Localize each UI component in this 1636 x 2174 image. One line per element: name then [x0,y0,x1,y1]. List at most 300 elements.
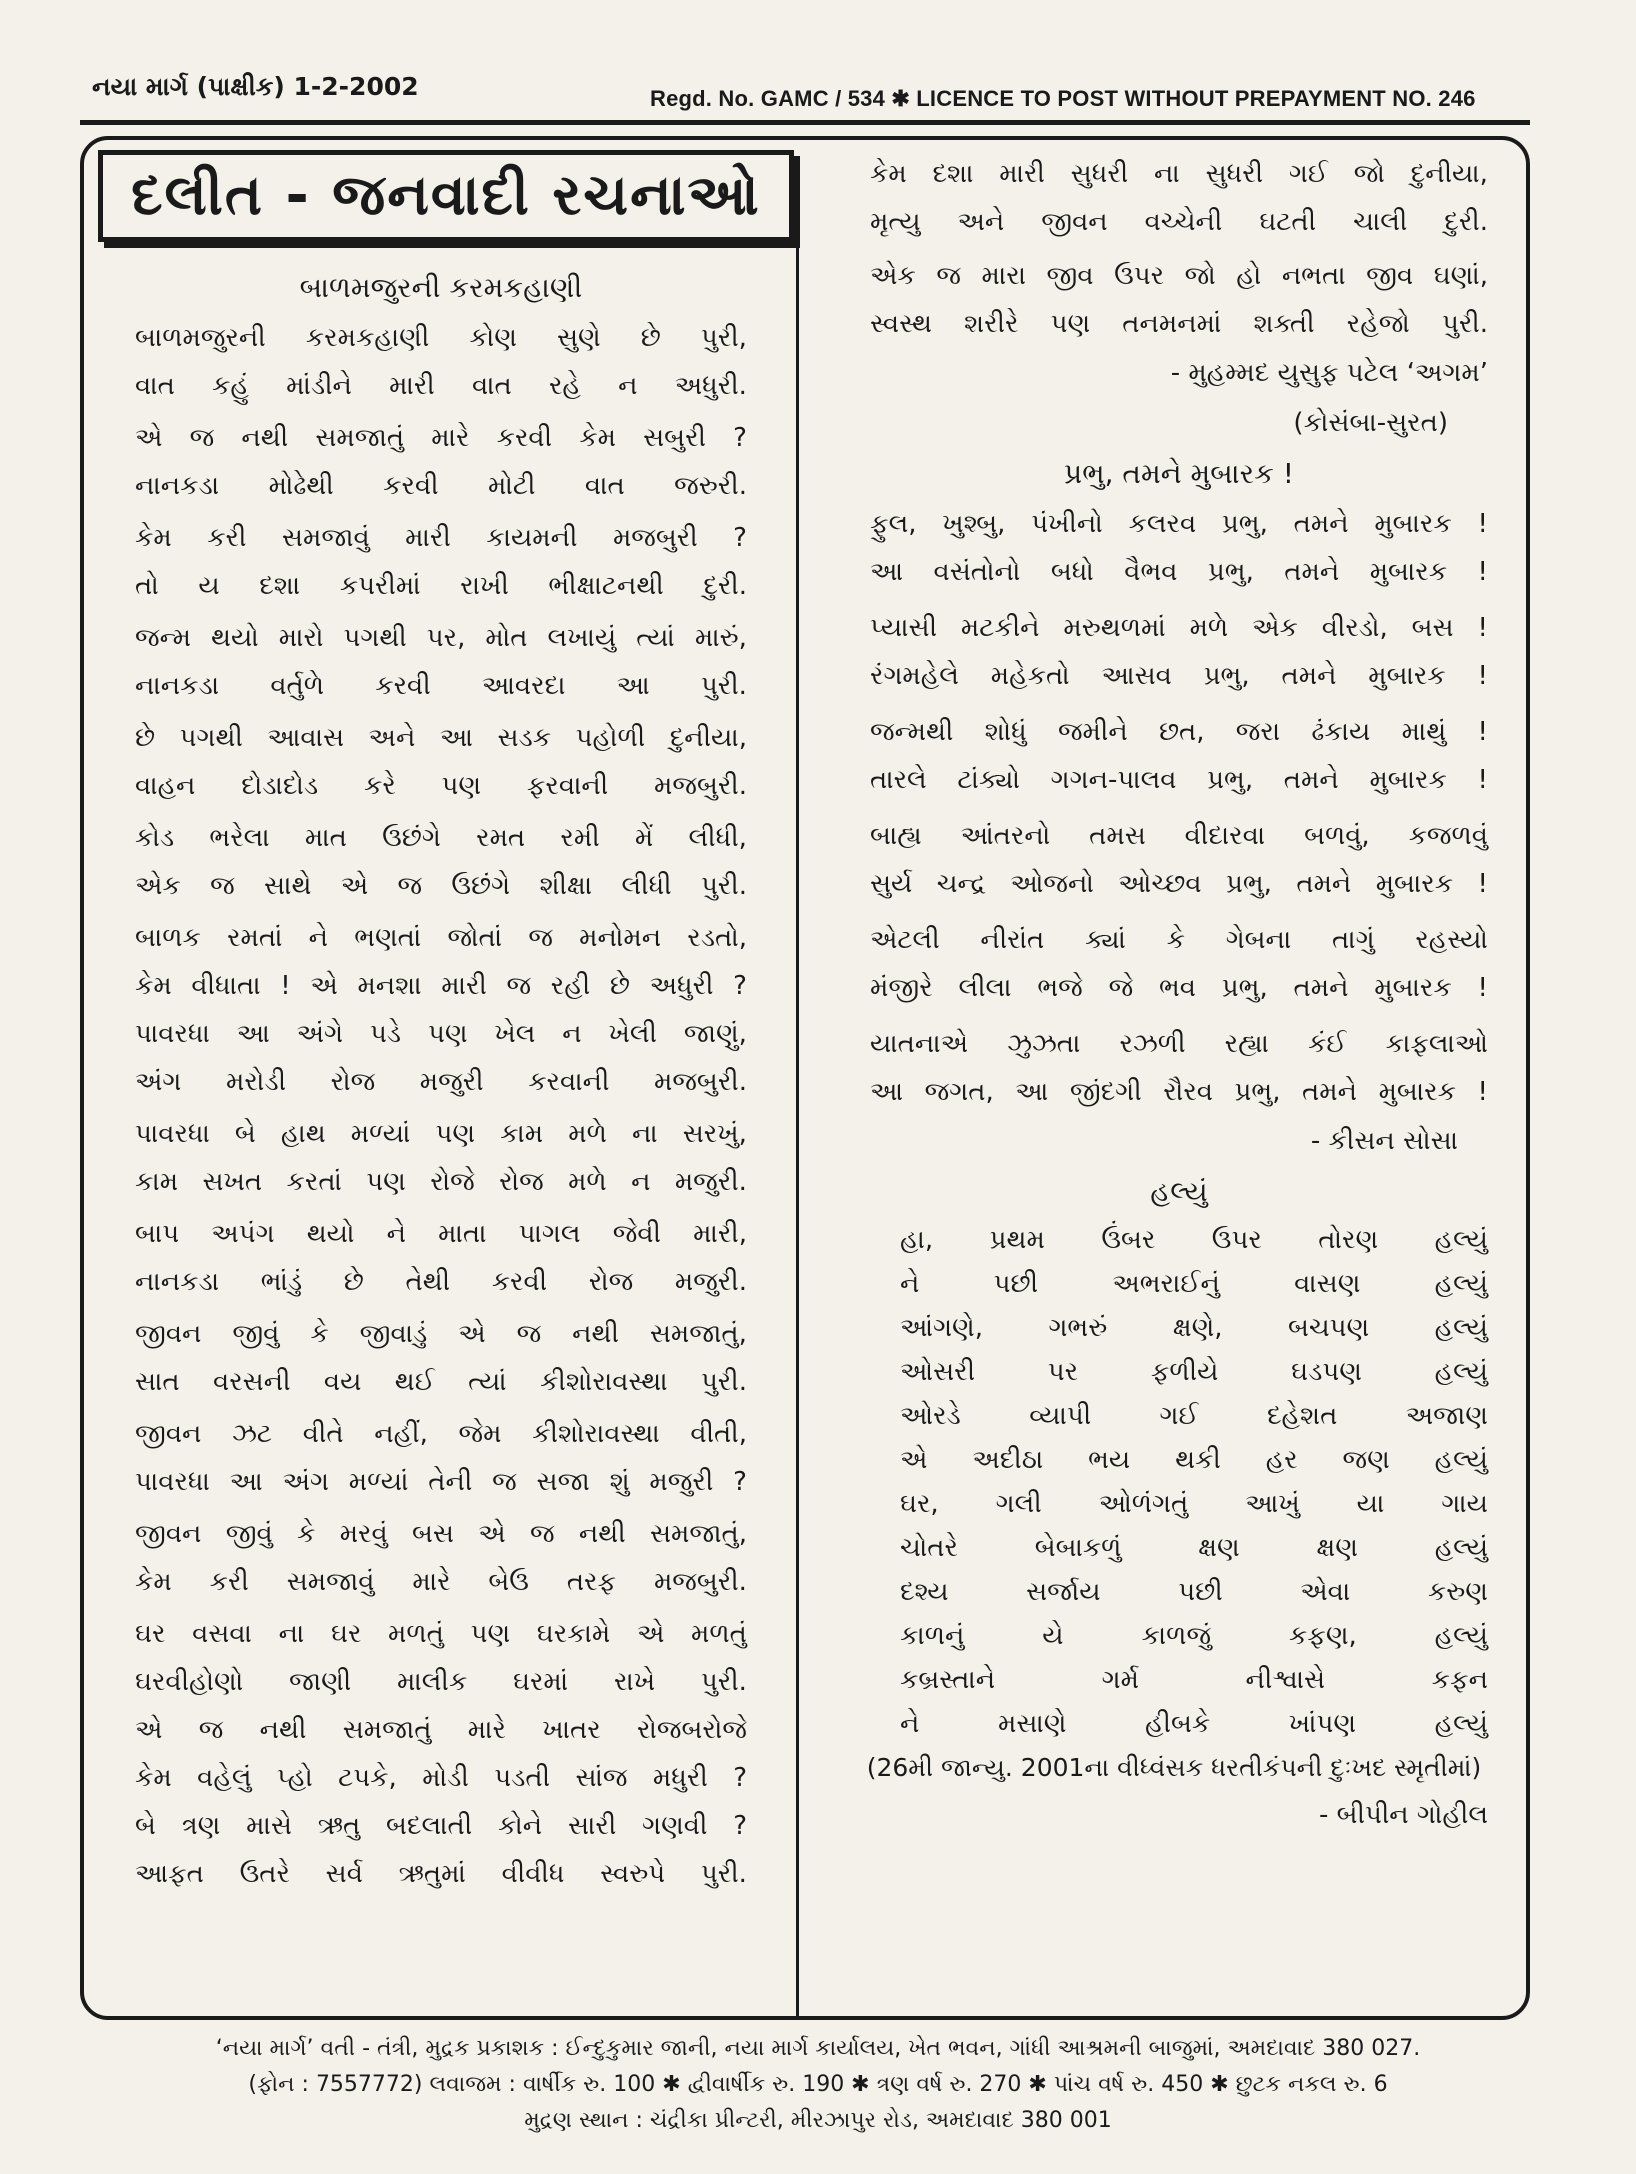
poem-word: ફરવાની [526,771,609,801]
poem-word: બે [234,1119,256,1149]
poem-word: પર [1047,1357,1079,1387]
poem-word: સમજાવું [281,523,370,553]
section-title: દલીત - જનવાદી રચનાઓ [98,150,794,242]
poem-word: રમત [476,823,526,853]
poem-word: આવાસ [267,723,345,753]
poem-word: પ્રભુ, [1221,973,1268,1003]
poem-word: સુર્ય [870,869,913,899]
stanza-gap [870,908,1488,916]
poem-word: ઘર [135,1619,166,1649]
poem-word: શક્તી [1253,309,1315,339]
poem-line [870,300,1488,348]
poem-body [870,500,1488,1116]
poem-word: પડે [369,1019,402,1049]
poem-word: આસવ [1101,661,1172,691]
poem-word: જો [1184,261,1216,291]
poem-word: નથી [578,1519,626,1549]
poem-word: પણ [441,771,482,801]
poem-word: કરવી [496,423,553,453]
poem-word: દુનીયા, [669,723,747,753]
poem-word: રમતાં [227,923,283,953]
poem-line [135,1558,747,1606]
poem-word: તનમનમાં [1122,309,1222,339]
poem-line [135,1658,747,1706]
poem-word: આ [870,557,904,587]
poem-word: ન [631,1167,651,1197]
poem-word: સાત [135,1367,180,1397]
poem-word: એક [1252,613,1298,643]
poem-word: શીક્ષા [539,871,593,901]
poem-word: વસંતોનો [933,557,1021,587]
poem-body [135,314,747,1898]
poem-word: હલ્યું [1434,1445,1488,1475]
poem-word: ! [1477,509,1488,539]
poem-word: કામ [500,1119,544,1149]
poem-line [900,1218,1488,1262]
footer-publisher: ‘નયા માર્ગ’ વતી - તંત્રી, મુદ્રક પ્રકાશક : ઈન્દુકુમાર જાની, નયા માર્ગ કાર્યાલય, ખેત ભવન, ગાંધી આશ્રમની બાજુમાં, અમદાવાદ 380 027. [215,2036,1421,2061]
poem-word: બે [135,1811,156,1841]
footer-subscription: (ફોન : 7557772) લવાજમ : વાર્ષીક રુ. 100 ✱ દ્વીવાર્ષીક રુ. 190 ✱ ત્રણ વર્ષ રુ. 270 ✱ પાંચ વર્ષ રુ. 450 ✱ છુટક નકલ રુ. 6 [248,2072,1388,2097]
poem-word: મજુરી [419,1067,484,1097]
poem-word: ગગન-પાલવ [1050,765,1177,795]
poem-word: ! [1477,613,1488,643]
poem-word: ચન્દ્ર [936,869,986,899]
poem-word: પુરી, [700,323,747,353]
poem-word: ત્યાં [636,623,675,653]
poem-word: વય [323,1367,362,1397]
header-rule [80,120,1530,125]
poem-word: એ [310,971,338,1001]
poem-word: અંગે [296,1019,344,1049]
stanza-gap [870,596,1488,604]
poem-line [870,198,1488,246]
poem-word: તમને [1283,765,1339,795]
poem-word: જેવી [612,1219,661,1249]
poem-word: થકી [1175,1445,1221,1475]
poem-word: ઉતરે [239,1859,290,1889]
poem-word: તાગું [1332,925,1375,955]
poem-word: બાપ [135,1219,180,1249]
poem-word: મેં [634,823,654,853]
poem-word: ગેબના [1225,925,1292,955]
poem-word: ઘરમાં [513,1667,569,1697]
poem-word: મસાણે [997,1709,1067,1739]
poem-dedication: (26મી જાન્યુ. 2001ના વીધ્વંસક ધરતીકંપની દુઃખદ સ્મૃતીમાં) [866,1753,1482,1782]
poem-word: બેબાકળું [1034,1533,1122,1563]
poem-word: ટાંક્યો [957,765,1020,795]
poem-word: પાવરધા [135,1119,210,1149]
poem-line [135,714,747,762]
poem-word: મળ્યાં [350,1119,411,1149]
poem-word: બેઉ [488,1567,529,1597]
poem-word: વીદારવા [1184,821,1266,851]
poem-word: ! [1477,661,1488,691]
poem-line [135,1358,747,1406]
poem-word: કરવી [491,1267,548,1297]
poem-word: પર, [426,623,466,653]
poem-word: એક [135,871,181,901]
poem-word: તમસ [1089,821,1146,851]
poem-line [135,462,747,510]
poem-word: એ [458,1319,486,1349]
poem-word: જીવન [135,1319,202,1349]
poem-word: જીવ [1366,261,1414,291]
poem-word: મળતું [691,1619,747,1649]
poem-word: ગણવી [642,1811,708,1841]
poem-word: ભણતાં [354,923,422,953]
poem-word: ખેલી [608,1019,657,1049]
poem-word: ? [733,523,747,553]
poem-word: સાંજ [575,1763,628,1793]
poem-word: આંતરનો [960,821,1051,851]
poem-word: કેમ [579,423,616,453]
poem-line [870,964,1488,1012]
poem-word: પ્રથમ [989,1225,1045,1255]
poem-word: એ [636,1619,665,1649]
poem-word: કાળનું [900,1621,965,1651]
poem-word: ફળીયે [1150,1357,1219,1387]
poem-word: જ [198,1715,224,1745]
poem-word: પ્રભુ, [1234,1077,1281,1107]
poem-word: કરવી [383,471,439,501]
poem-word: પુરી. [700,1667,747,1697]
masthead-date: નયા માર્ગ (પાક્ષીક) 1-2-2002 [92,72,419,101]
poem-word: કરવાની [528,1067,610,1097]
poem-title: બાળમજુરની કરમકહાણી [299,271,583,304]
poem-word: જન્મથી [870,717,954,747]
poem-word: નીશ્વાસે [1245,1665,1326,1695]
poem-word: મોડી [422,1763,469,1793]
poem-word: માત [304,823,347,853]
poem-word: ગઈ [1288,159,1328,189]
poem-word: મજબુરી. [653,1567,747,1597]
poem-word: જ [506,971,532,1001]
poem-word: જ [516,1319,542,1349]
poem-line [870,252,1488,300]
poem-word: દહેશત [1267,1401,1338,1431]
poem-word: વીતે [302,1419,344,1449]
poem-word: રડતો, [687,923,747,953]
poem-line [135,1802,747,1850]
poem-word: ! [1477,973,1488,1003]
poem-line [135,1754,747,1802]
poem-word: મટકીને [960,613,1040,643]
poem-word: કરે [363,771,396,801]
poem-word: સમજાતું [315,423,405,453]
poem-word: હીબકે [1145,1709,1211,1739]
poem-word: આવરદા [481,671,566,701]
poem-title: પ્રભુ, તમને મુબારક ! [1064,457,1294,490]
poem-word: મારી [999,159,1045,189]
poem-word: કેમ [135,1567,172,1597]
poem-word: જોતાં [447,923,503,953]
poem-word: જીવું [225,1519,273,1549]
poem-word: બધો [1050,557,1094,587]
poem-word: વાત [135,371,175,401]
poem-word: ઉછંગે [382,823,441,853]
stanza-gap [870,1012,1488,1020]
poem-word: અજાણ [1405,1401,1488,1431]
footer-printer: મુદ્રણ સ્થાન : ચંદ્રીકા પ્રીન્ટરી, મીરઝાપુર રોડ, અમદાવાદ 380 001 [524,2108,1112,2133]
poem-word: યાતનાએ [870,1029,969,1059]
poem-line [900,1394,1488,1438]
poem-word: પાગલ [518,1219,581,1249]
poem-word: રોજ [588,1267,634,1297]
poem-line [135,814,747,862]
poem-word: જ [529,1519,555,1549]
poem-line [135,1158,747,1206]
poem-word: એ [135,1715,163,1745]
poem-word: થયો [211,623,259,653]
poem-word: અપંગ [211,1219,275,1249]
poem-line [135,1058,747,1106]
poem-word: નથી [259,1715,307,1745]
poem-word: ઢંકાય [1311,717,1371,747]
poem-word: મારી [389,371,435,401]
registration-line: Regd. No. GAMC / 534 ✱ LICENCE TO POST WITHOUT PREPAYMENT NO. 246 [650,86,1476,111]
poem-word: રોજ [499,1167,544,1197]
poem-word: કે [297,1519,316,1549]
poem-line [900,1614,1488,1658]
poem-line [870,548,1488,596]
poem-line [870,916,1488,964]
poem-word: ગર્મ [1101,1665,1139,1695]
poem-word: ઓરડે [900,1401,961,1431]
poem-word: કહું [212,371,249,401]
poem-word: થઈ [394,1367,435,1397]
poem-word: બસ [1411,613,1454,643]
poem-word: મોઢેથી [268,471,334,501]
poem-word: કલરવ [1128,509,1197,539]
poem-line [870,1068,1488,1116]
poem-word: કોડ [135,823,175,853]
poem-word: છે [640,323,661,353]
poem-line [870,812,1488,860]
poem-word: ? [733,971,747,1001]
poem-word: યે [1042,1621,1064,1651]
poem-word: શરીરે [964,309,1019,339]
poem-word: મરોડી [226,1067,287,1097]
poem-word: ખાતર [542,1715,601,1745]
poem-word: ભવ [1158,973,1196,1003]
poem-word: લીધી, [688,823,747,853]
poem-word: રહે [548,371,581,401]
poem-word: ભજે [1037,973,1083,1003]
poem-word: લીલા [958,973,1012,1003]
poem-word: અદીઠા [972,1445,1044,1475]
poem-line [135,962,747,1010]
poem-word: અંગ [282,1467,329,1497]
poem-word: વૈભવ [1124,557,1178,587]
poem-word: માથું [1401,717,1447,747]
poem-word: વાત [584,471,625,501]
poem-word: હલ્યું [1434,1621,1488,1651]
poem-word: મોત [485,623,528,653]
poem-word: અંગ [135,1067,182,1097]
poem-word: અને [368,723,416,753]
poem-word: રંગમહેલે [870,661,959,691]
poem-author: - બીપીન ગોહીલ [1319,1800,1488,1830]
poem-word: ભીક્ષાટનથી [548,571,664,601]
poem-word: દશા [259,571,301,601]
poem-word: લખાયું [547,623,617,653]
poem-line [135,1010,747,1058]
poem-word: શોધું [984,717,1027,747]
poem-word: મૃત્યુ [870,207,921,237]
poem-word: પ્રભુ, [1221,509,1268,539]
poem-word: કેમ [135,523,172,553]
poem-word: છે [135,723,156,753]
poem-word: મનોમન [579,923,662,953]
poem-word: ! [1477,557,1488,587]
poem-word: વર્તુળે [270,671,325,701]
poem-line [135,362,747,410]
poem-line [135,1706,747,1754]
poem-word: ? [733,423,747,453]
poem-word: કેમ [135,1763,172,1793]
poem-author-place: (કોસંબા-સુરત) [1293,408,1448,438]
poem-line [870,1020,1488,1068]
poem-word: મરુથળમાં [1063,613,1166,643]
poem-word: કરી [209,1567,249,1597]
poem-word: મુબારક [1369,765,1447,795]
poem-word: અધુરી [649,971,714,1001]
poem-word: એ [340,871,369,901]
poem-word: નાનકડા [135,471,220,501]
poem-word: પછી [1178,1577,1223,1607]
poem-word: સજા [536,1467,590,1497]
poem-word: ? [733,1467,747,1497]
poem-word: ને [900,1269,920,1299]
poem-word: દુરી. [1444,207,1488,237]
poem-word: ન [562,1019,582,1049]
poem-word: પાવરધા [135,1019,210,1049]
stanza-gap [870,700,1488,708]
poem-line [135,1110,747,1158]
poem-word: મજુરી. [674,1267,747,1297]
poem-line [135,514,747,562]
poem-word: ઉપર [1114,261,1165,291]
poem-word: આ [439,723,473,753]
poem-word: રાખે [613,1667,656,1697]
poem-word: તમને [1281,661,1337,691]
poem-word: ઘરવીહોણો [135,1667,244,1697]
poem-line [135,914,747,962]
poem-word: ! [280,971,291,1001]
poem-word: ક્ષણ [1198,1533,1240,1563]
poem-word: બસ [412,1519,454,1549]
poem-word: કંઈ [1308,1029,1347,1059]
poem-word: એવા [1300,1577,1351,1607]
poem-line [900,1658,1488,1702]
poem-word: બાળક [135,923,201,953]
poem-word: જ [189,423,215,453]
poem-word: સ્વરુપે [600,1859,666,1889]
poem-word: પાવરધા [135,1467,210,1497]
poem-word: કે [1166,925,1185,955]
poem-word: કોને [497,1811,543,1841]
poem-word: પુરી. [700,1859,747,1889]
poem-word: માલીક [397,1667,468,1697]
poem-word: કબ્રસ્તાને [900,1665,996,1695]
poem-word: હલ્યું [1434,1313,1488,1343]
poem-word: તો [135,571,159,601]
poem-word: જ [210,871,235,901]
poem-word: વાત [471,371,512,401]
poem-word: મારી, [693,1219,747,1249]
poem-word: રહ્યા [1224,1029,1269,1059]
poem-word: મજુરી. [674,1167,747,1197]
poem-word: તોરણ [1318,1225,1379,1255]
poem-word: મુબારક [1374,509,1452,539]
poem-line [900,1306,1488,1350]
poem-word: પગથી [343,623,407,653]
poem-line [900,1526,1488,1570]
poem-word: અને [957,207,1005,237]
poem-line [870,708,1488,756]
poem-word: જીવન [1041,207,1108,237]
poem-line [135,414,747,462]
poem-word: સુણે [556,323,601,353]
poem-word: વહેલું [197,1763,252,1793]
poem-line [135,1510,747,1558]
poem-line [870,652,1488,700]
poem-word: નભતા [1281,261,1346,291]
poem-word: મુબારક [1368,661,1446,691]
poem-word: ફુલ, [870,509,917,539]
poem-line [135,1610,747,1658]
poem-word: હલ્યું [1434,1709,1488,1739]
poem-word: બળવું, [1304,821,1370,851]
poem-word: હલ્યું [1434,1533,1488,1563]
poem-word: યા [1356,1489,1385,1519]
poem-word: કરી [207,523,247,553]
poem-word: પુરી. [700,871,747,901]
poem-word: ગઈ [1159,1401,1199,1431]
poem-word: ગાય [1441,1489,1488,1519]
poem-word: મહેકતો [990,661,1070,691]
poem-line [900,1262,1488,1306]
poem-word: ઝટ [232,1419,273,1449]
poem-word: સબુરી [643,423,706,453]
poem-word: ના [278,1619,305,1649]
poem-word: થયો [306,1219,355,1249]
poem-word: વીવીધ [501,1859,565,1889]
poem-word: ઘટતી [1259,207,1317,237]
poem-word: વીતી, [690,1419,747,1449]
poem-word: જ [528,923,553,953]
poem-line [135,662,747,710]
poem-word: સાથે [264,871,312,901]
poem-line [870,756,1488,804]
poem-line [135,614,747,662]
poem-word: પહોળી [575,723,646,753]
poem-word: એ [478,1519,506,1549]
poem-word: ના [1154,159,1180,189]
poem-word: કાફલાઓ [1385,1029,1488,1059]
poem-word: કેમ [135,971,172,1001]
poem-word: ઋતુમાં [398,1859,466,1889]
poem-word: જો [1353,159,1385,189]
poem-word: ય [198,571,220,601]
poem-word: ગભરું [1048,1313,1108,1343]
poem-word: ન [618,371,638,401]
poem-author: - કીસન સોસા [1310,1126,1458,1156]
poem-word: સારી [567,1811,617,1841]
poem-word: પડતી [494,1763,551,1793]
poem-line [135,562,747,610]
poem-word: મળે [568,1119,607,1149]
